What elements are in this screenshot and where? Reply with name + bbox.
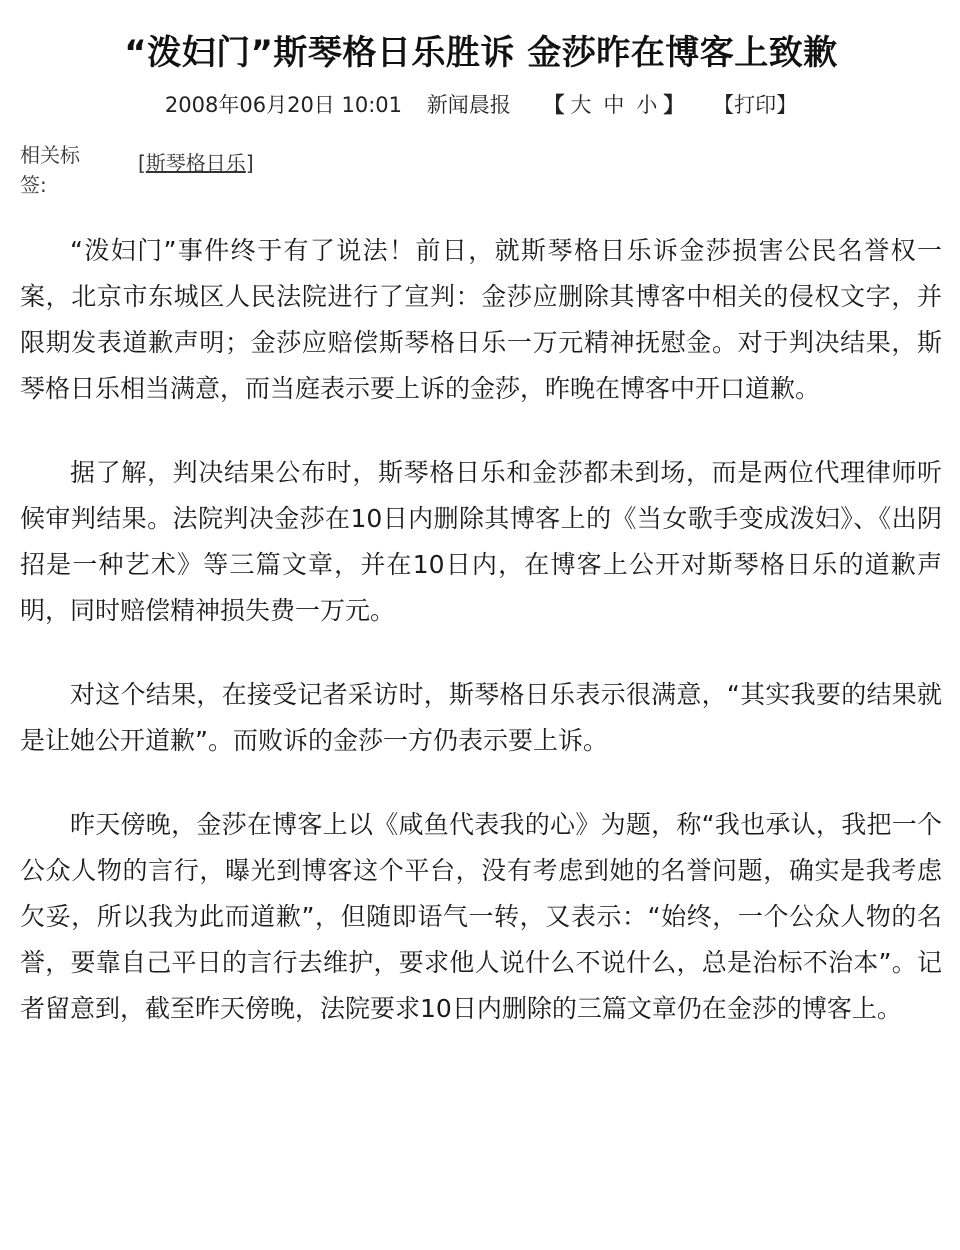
font-size-large-link[interactable]: 大	[570, 93, 592, 117]
font-size-control	[543, 90, 684, 120]
related-tags	[20, 140, 942, 200]
publish-datetime: 2008年06月20日 10:01	[164, 93, 403, 117]
article-meta	[20, 90, 942, 120]
font-size-medium-link[interactable]: 中	[603, 93, 625, 117]
font-size-small-link[interactable]: 小	[636, 93, 658, 117]
article-body	[20, 228, 942, 1032]
tag-bracket-close: ]	[245, 151, 254, 175]
article-paragraph: 据了解，判决结果公布时，斯琴格日乐和金莎都未到场，而是两位代理律师听候审判结果。法院判决金莎在10日内删除其博客上的《当女歌手变成泼妇》、《出阴招是一种艺术》等三篇文章，并在10日内，在博客上公开对斯琴格日乐的道歉声明，同时赔偿精神损失费一万元。	[20, 458, 942, 625]
tag-bracket-open: [	[138, 151, 146, 175]
print-link[interactable]: 【打印】	[713, 93, 798, 117]
article-paragraph: 昨天傍晚，金莎在博客上以《咸鱼代表我的心》为题，称“我也承认，我把一个公众人物的言行，曝光到博客这个平台，没有考虑到她的名誉问题，确实是我考虑欠妥，所以我为此而道歉”，但随即语气一转，又表示：“始终，一个公众人物的名誉，要靠自己平日的言行去维护，要求他人说什么不说什么，总是治标不治本”。记者留意到，截至昨天傍晚，法院要求10日内删除的三篇文章仍在金莎的博客上。	[20, 810, 942, 1023]
article-headline: “泼妇门”斯琴格日乐胜诉 金莎昨在博客上致歉	[124, 33, 838, 73]
size-bracket-close: 】	[663, 93, 685, 117]
tag-link-siqingeriile[interactable]: 斯琴格日乐	[145, 151, 246, 175]
article-paragraph: 对这个结果，在接受记者采访时，斯琴格日乐表示很满意，“其实我要的结果就是让她公开道歉”。而败诉的金莎一方仍表示要上诉。	[20, 680, 942, 755]
related-tags-list	[138, 148, 254, 178]
size-bracket-open: 【	[543, 93, 565, 117]
news-source: 新闻晨报	[426, 93, 511, 117]
article-paragraph: “泼妇门”事件终于有了说法！前日，就斯琴格日乐诉金莎损害公民名誉权一案，北京市东城区人民法院进行了宣判：金莎应删除其博客中相关的侵权文字，并限期发表道歉声明；金莎应赔偿斯琴格日乐一万元精神抚慰金。对于判决结果，斯琴格日乐相当满意，而当庭表示要上诉的金莎，昨晚在博客中开口道歉。	[20, 236, 942, 403]
related-tags-label: 相关标签:	[20, 143, 80, 197]
